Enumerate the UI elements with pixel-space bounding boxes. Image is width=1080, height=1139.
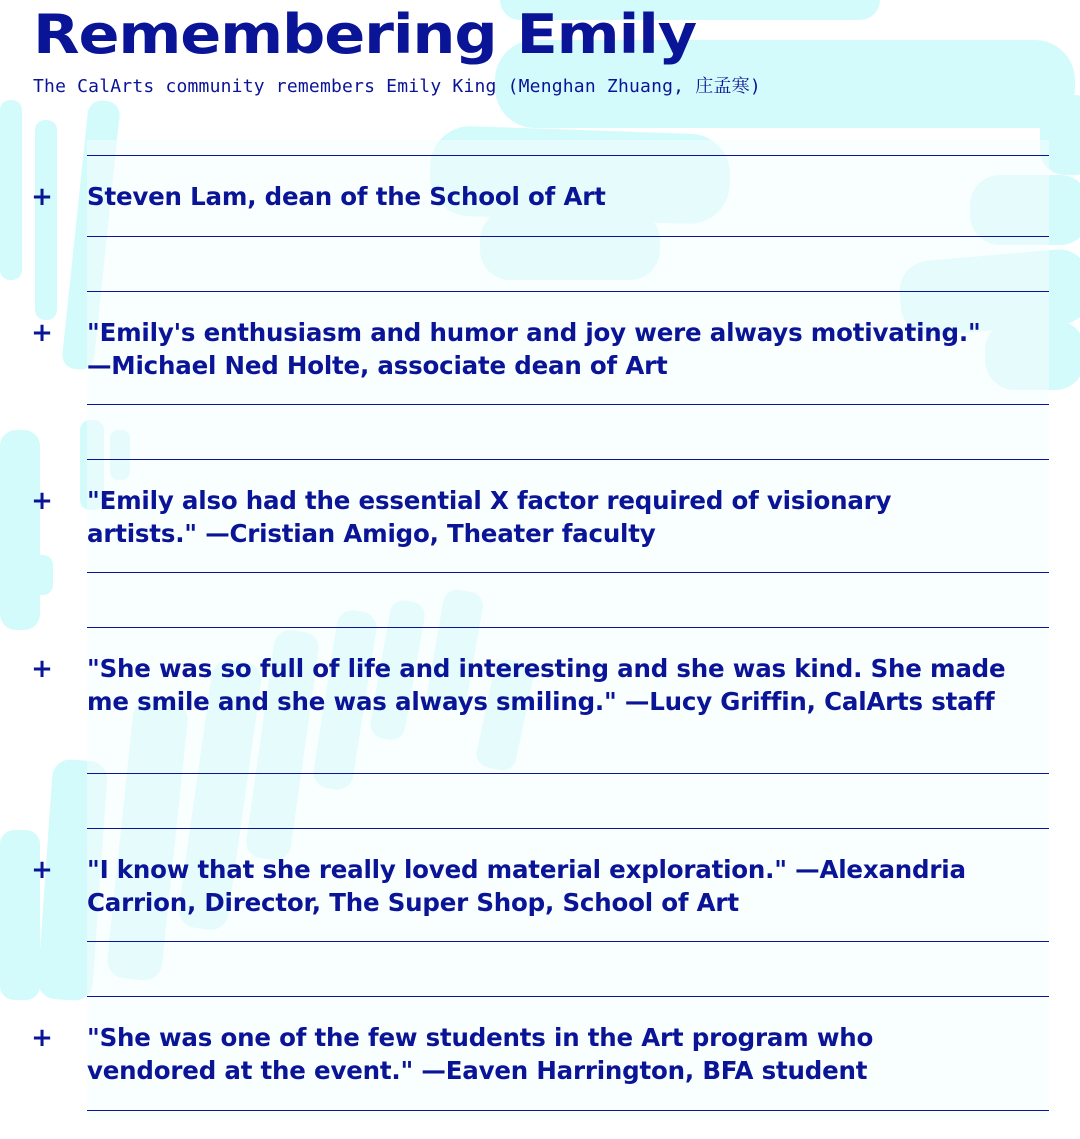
accordion-item-title[interactable]: "She was one of the few students in the Art program who vendored at the event." —Eaven Harrington, BFA student bbox=[87, 1023, 874, 1085]
accordion-item[interactable] bbox=[31, 291, 1049, 405]
accordion-item-title[interactable]: "Emily's enthusiasm and humor and joy were always motivating." —Michael Ned Holte, associate dean of Art bbox=[87, 318, 981, 380]
expand-plus-icon[interactable]: + bbox=[31, 1023, 53, 1053]
accordion-item[interactable] bbox=[31, 155, 1049, 237]
page-subtitle: The CalArts community remembers Emily King (Menghan Zhuang, 庄孟寒) bbox=[33, 76, 761, 97]
accordion-item-title[interactable]: "Emily also had the essential X factor required of visionary artists." —Cristian Amigo, Theater faculty bbox=[87, 486, 892, 548]
accordion-item[interactable] bbox=[31, 627, 1049, 774]
expand-plus-icon[interactable]: + bbox=[31, 654, 53, 684]
accordion-item-title[interactable]: "She was so full of life and interesting and she was kind. She made me smile and she was always smiling." —Lucy Griffin, CalArts staff bbox=[87, 654, 1006, 716]
expand-plus-icon[interactable]: + bbox=[31, 855, 53, 885]
accordion-item[interactable] bbox=[31, 996, 1049, 1111]
accordion-item-title[interactable]: "I know that she really loved material exploration." —Alexandria Carrion, Director, The Super Shop, School of Art bbox=[87, 855, 966, 917]
page-title: Remembering Emily bbox=[33, 3, 697, 66]
accordion-item[interactable] bbox=[31, 828, 1049, 942]
accordion-item-title[interactable]: Steven Lam, dean of the School of Art bbox=[87, 182, 606, 211]
expand-plus-icon[interactable]: + bbox=[31, 318, 53, 348]
expand-plus-icon[interactable]: + bbox=[31, 486, 53, 516]
expand-plus-icon[interactable]: + bbox=[31, 182, 53, 212]
accordion-item[interactable] bbox=[31, 459, 1049, 573]
